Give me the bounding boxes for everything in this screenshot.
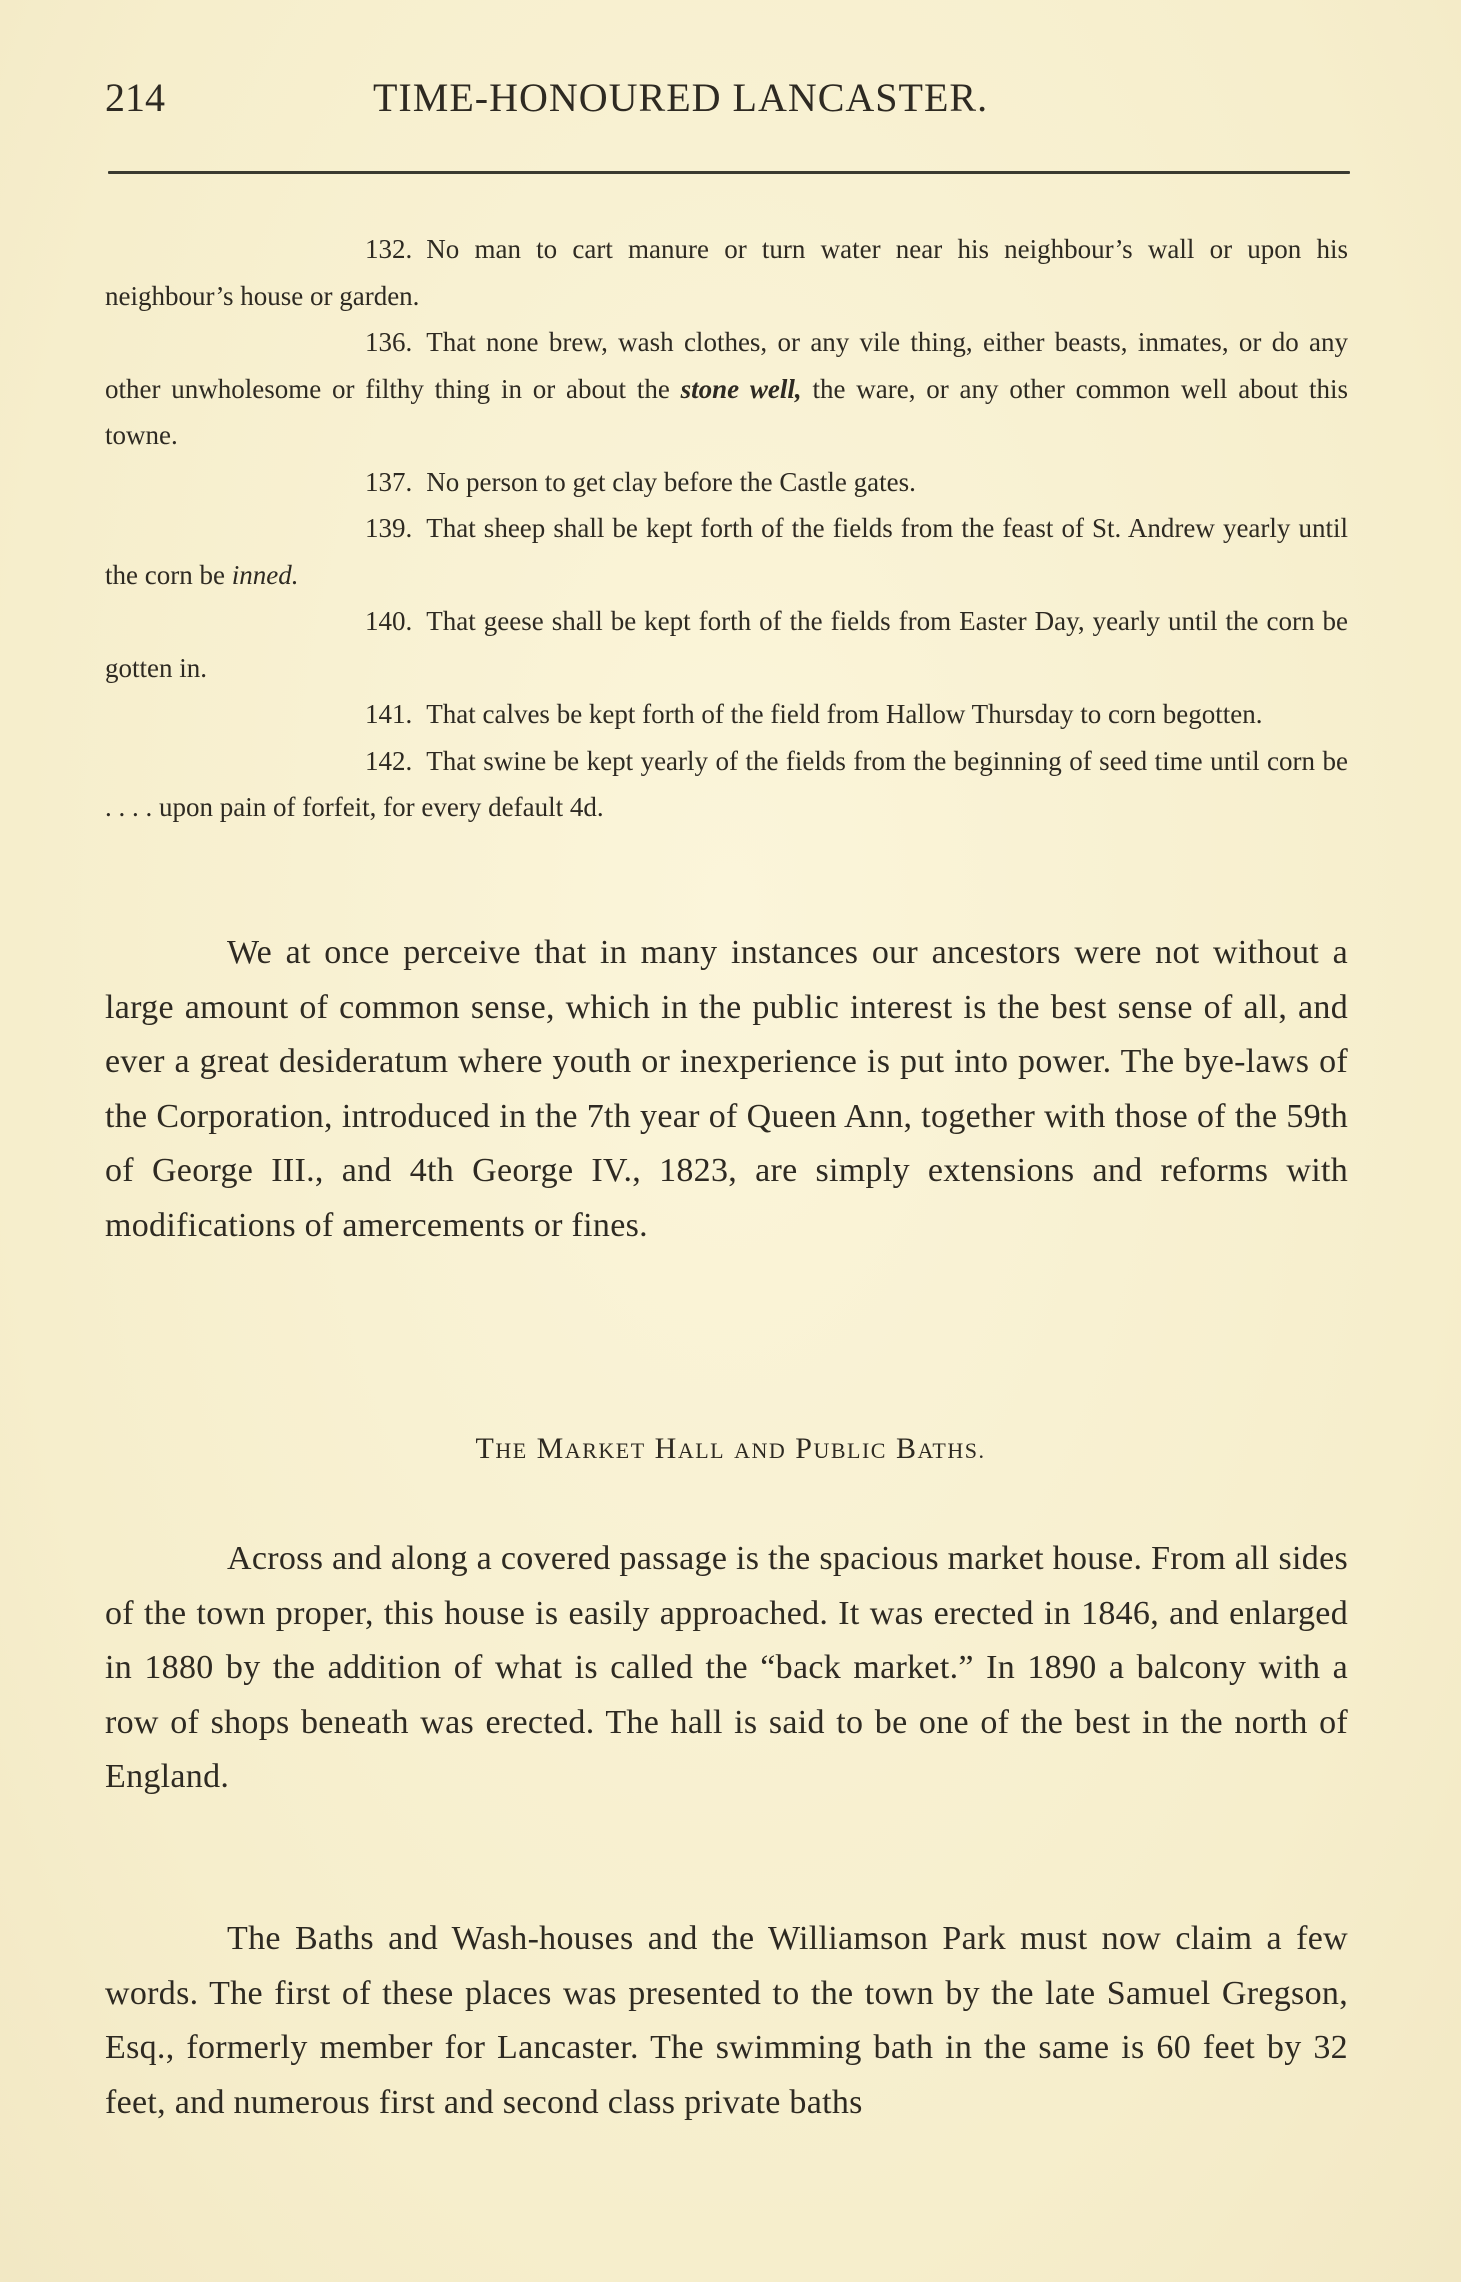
bye-law-list	[105, 226, 1348, 831]
bye-law-text: That none brew, wash clothes, or any vile thing, either beasts, inmates, or do any other unwholesome or filthy thing in or about the	[105, 327, 1348, 404]
heading-word: HALL	[654, 1432, 726, 1465]
heading-word: THE	[475, 1432, 528, 1465]
running-title: TIME-HONOURED LANCASTER.	[373, 75, 989, 120]
bye-law-item	[105, 226, 1348, 319]
bye-law-text: That calves be kept forth of the field from Hallow Thursday to corn begotten.	[426, 699, 1263, 729]
bye-law-italic: inned.	[231, 559, 299, 590]
bye-law-number: 132.	[365, 234, 413, 264]
bye-law-number: 137.	[365, 466, 413, 497]
bye-law-number: 136.	[365, 327, 413, 357]
bye-law-item	[105, 319, 1348, 459]
bye-law-text-after: the ware, or any other common well about this towne.	[105, 373, 1348, 450]
heading-word: MARKET	[536, 1432, 646, 1465]
bye-law-text: No person to get clay before the Castle gates.	[426, 466, 916, 497]
bye-law-item	[105, 459, 1348, 506]
bye-law-item	[105, 738, 1348, 831]
bye-law-text: That geese shall be kept forth of the fields from Easter Day, yearly until the corn be gotten in.	[105, 606, 1348, 683]
bye-law-item	[105, 691, 1348, 738]
running-head	[105, 70, 1350, 130]
bye-law-number: 142.	[365, 745, 413, 776]
bye-law-number: 140.	[365, 606, 413, 636]
bye-law-text: That sheep shall be kept forth of the fields from the feast of St. Andrew yearly until the corn be	[105, 513, 1348, 590]
page-number: 214	[105, 75, 165, 120]
bye-law-number: 139.	[365, 513, 413, 543]
bye-law-item	[105, 598, 1348, 691]
paragraph-baths: The Baths and Wash-houses and the Williamson Park must now claim a few words. The first of these places was presented to the town by the late Samuel Gregson, Esq., formerly member for Lancaster. The swimming bath in the same is 60 feet by 32 feet, and numerous first and second class private baths	[105, 1920, 1348, 2121]
heading-word: BATHS.	[895, 1432, 986, 1465]
header-rule	[108, 171, 1350, 174]
bye-law-text: That swine be kept yearly of the fields from the beginning of seed time until corn be . . . . upon pain of forfeit, for every default 4d.	[105, 745, 1348, 822]
bye-law-text: No man to cart manure or turn water near his neighbour’s wall or upon his neighbour’s house or garden.	[105, 234, 1348, 311]
bye-law-number: 141.	[365, 699, 413, 729]
heading-word: PUBLIC	[795, 1432, 887, 1465]
bye-law-italic: stone well,	[680, 373, 802, 404]
paragraph-ancestors: We at once perceive that in many instances our ancestors were not without a large amount of common sense, which in the public interest is the best sense of all, and ever a great desideratum where youth or inexperience is put into power. The bye-laws of the Corporation, introduced in the 7th year of Queen Ann, together with those of the 59th of George III., and 4th George IV., 1823, are simply extensions and reforms with modifications of amercements or fines.	[105, 934, 1348, 1244]
section-heading	[0, 1432, 1461, 1466]
paragraph-market-hall: Across and along a covered passage is the spacious market house. From all sides of the town proper, this house is easily approached. It was erected in 1846, and enlarged in 1880 by the addition of what is called the “back market.” In 1890 a balcony with a row of shops beneath was erected. The hall is said to be one of the best in the north of England.	[105, 1540, 1348, 1795]
heading-word: AND	[734, 1438, 787, 1463]
bye-law-item	[105, 505, 1348, 598]
